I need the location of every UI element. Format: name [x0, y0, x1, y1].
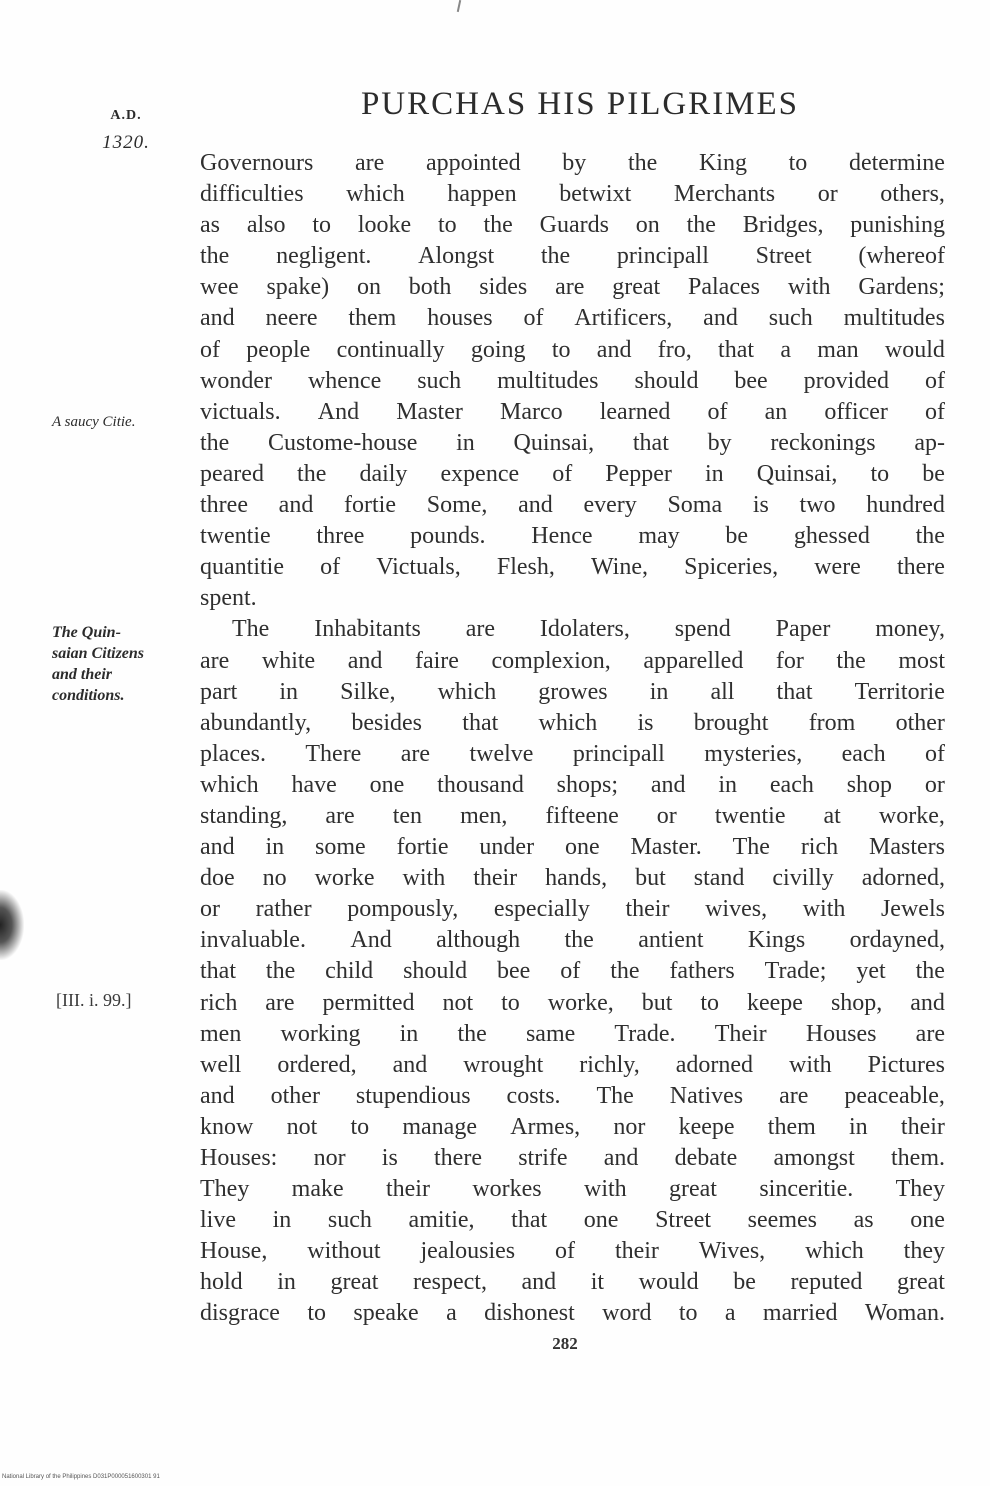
text-line: or rather pompously, especially their wives, with Jewels	[200, 896, 945, 923]
text-line: disgrace to speake a dishonest word to a married Woman.	[200, 1300, 945, 1327]
text-line: Governours are appointed by the King to determine	[200, 150, 945, 176]
text-line: as also to looke to the Guards on the Bridges, punishing	[200, 212, 945, 239]
text-line: rich are permitted not to worke, but to keepe shop, and	[200, 989, 945, 1016]
year-label: A.D.	[110, 108, 142, 123]
text-line: are white and faire complexion, apparelled for the most	[200, 647, 945, 674]
year-value: 1320.	[102, 132, 150, 153]
page-number: 282	[552, 1334, 578, 1353]
text-line: wee spake) on both sides are great Palaces with Gardens;	[200, 274, 945, 301]
text-line: men working in the same Trade. Their Houses are	[200, 1020, 945, 1047]
text-line: victuals. And Master Marco learned of an officer of	[200, 398, 945, 425]
margin-note-line: conditions.	[52, 687, 125, 704]
text-line: They make their workes with great sinceritie. They	[200, 1176, 945, 1203]
text-line: which have one thousand shops; and in each shop or	[200, 771, 945, 798]
text-line: doe no worke with their hands, but stand civilly adorned,	[200, 865, 945, 892]
margin-note-line: saian Citizens	[52, 645, 145, 662]
body-text	[200, 148, 945, 1330]
text-line: part in Silke, which growes in all that Territorie	[200, 678, 945, 705]
text-line: peared the daily expence of Pepper in Quinsai, to be	[200, 460, 945, 487]
text-line: the Custome-house in Quinsai, that by reckonings ap-	[200, 429, 945, 456]
text-line: standing, are ten men, fifteene or twentie at worke,	[200, 802, 945, 829]
text-line: invaluable. And although the antient Kings ordayned,	[200, 927, 945, 954]
text-line: know not to manage Armes, nor keepe them in their	[200, 1113, 945, 1140]
text-line: House, without jealousies of their Wives, which they	[200, 1238, 945, 1265]
text-line: and other stupendious costs. The Natives are peaceable,	[200, 1082, 945, 1109]
text-line: the negligent. Alongst the principall Street (whereof	[200, 243, 945, 270]
text-line: hold in great respect, and it would be reputed great	[200, 1269, 945, 1296]
text-line: well ordered, and wrought richly, adorned with Pictures	[200, 1051, 945, 1078]
margin-note-line: The Quin-	[52, 624, 121, 641]
text-line: wonder whence such multitudes should bee provided of	[200, 367, 945, 394]
margin-note-citizens	[52, 622, 192, 706]
page-edge-shadow	[0, 890, 24, 960]
text-line: and in some fortie under one Master. The rich Masters	[200, 834, 945, 861]
margin-note-saucy: A saucy Citie.	[52, 414, 136, 430]
text-line: abundantly, besides that which is brought from other	[200, 709, 945, 736]
text-line: difficulties which happen betwixt Merchants or others,	[200, 181, 945, 208]
text-line: spent.	[200, 585, 257, 612]
text-line: Houses: nor is there strife and debate amongst them.	[200, 1145, 945, 1171]
text-line: three and fortie Some, and every Soma is two hundred	[200, 492, 945, 519]
text-line: The Inhabitants are Idolaters, spend Paper money,	[232, 616, 945, 643]
text-line: live in such amitie, that one Street seemes as one	[200, 1207, 945, 1234]
text-line: and neere them houses of Artificers, and such multitudes	[200, 305, 945, 332]
ink-mark	[457, 0, 461, 12]
text-line: quantitie of Victuals, Flesh, Wine, Spiceries, were there	[200, 554, 945, 581]
text-line: of people continually going to and fro, that a man would	[200, 336, 945, 363]
text-line: that the child should bee of the fathers Trade; yet the	[200, 958, 945, 985]
page-title: PURCHAS HIS PILGRIMES	[360, 86, 800, 122]
margin-reference: [III. i. 99.]	[56, 990, 132, 1010]
margin-note-line: and their	[52, 666, 113, 683]
footer-credit: National Library of the Philippines D031P000051600301 91	[2, 1474, 160, 1480]
text-line: places. There are twelve principall mysteries, each of	[200, 740, 945, 767]
text-line: twentie three pounds. Hence may be ghessed the	[200, 523, 945, 550]
